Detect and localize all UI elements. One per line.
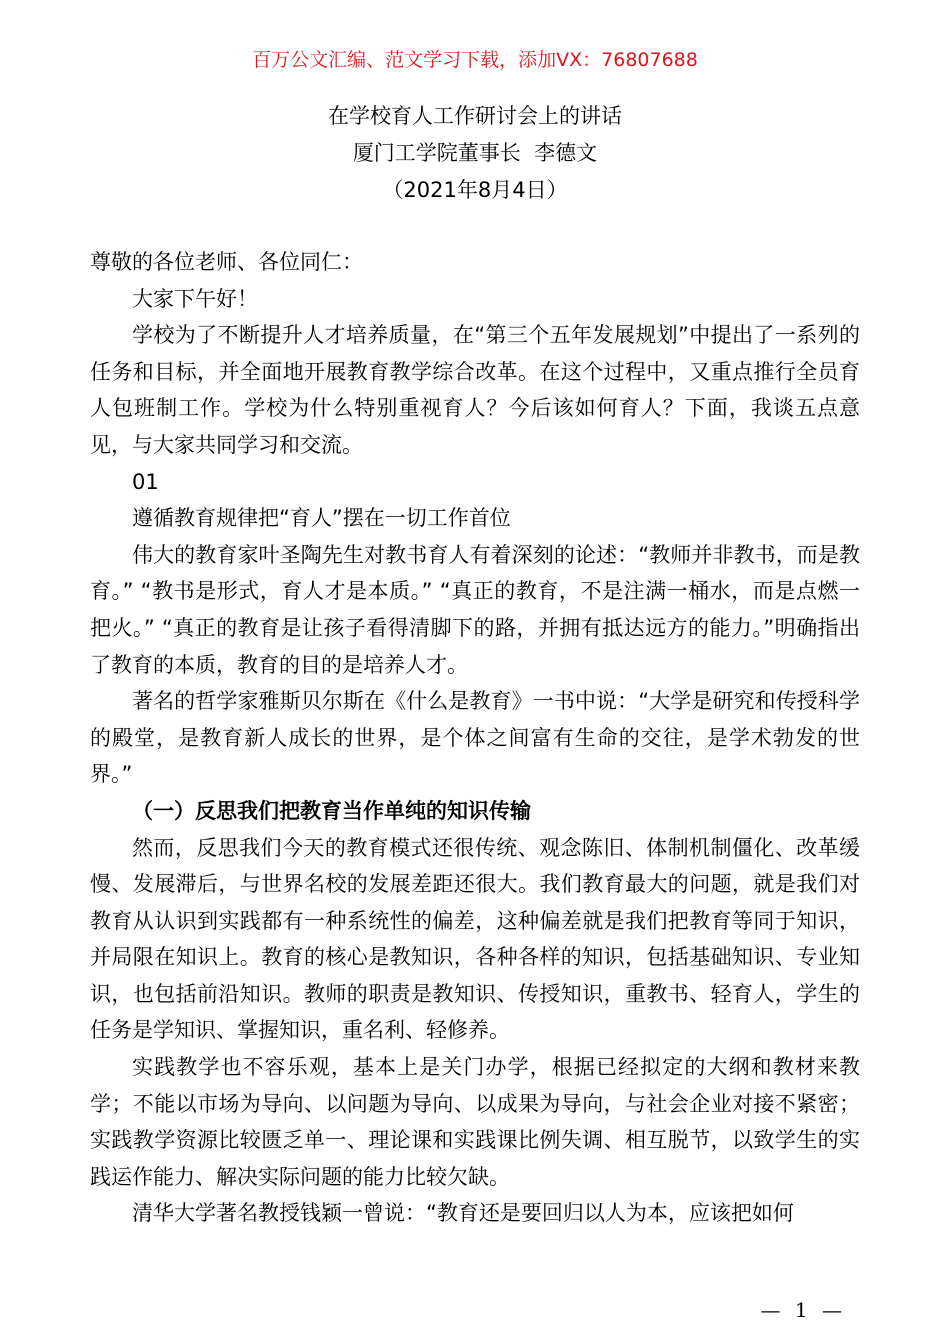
section-title: 遵循教育规律把“育人”摆在一切工作首位 xyxy=(132,506,511,531)
page-number: — 1 — xyxy=(760,1298,846,1322)
speech-body xyxy=(90,244,860,1232)
speech-date: （2021年8月4日） xyxy=(382,178,568,202)
speech-title: 在学校育人工作研讨会上的讲话 xyxy=(328,104,622,128)
body-paragraph: 伟大的教育家叶圣陶先生对教书育人有着深刻的论述：“教师并非教书，而是教育。” “教书是形式，育人才是本质。” “真正的教育，不是注满一桶水，而是点燃一把火。” “真正的教育是让孩子看得清脚下的路，并拥有抵达远方的能力。”明确指出了教育的本质，教育的目的是培养人才。 xyxy=(90,542,860,677)
speaker-line: 厦门工学院董事长 李德文 xyxy=(352,141,598,165)
body-paragraph: 清华大学著名教授钱颖一曾说：“教育还是要回归以人为本，应该把如何 xyxy=(132,1201,794,1226)
body-paragraph: 学校为了不断提升人才培养质量，在“第三个五年发展规划”中提出了一系列的任务和目标，并全面地开展教育教学综合改革。在这个过程中，又重点推行全员育人包班制工作。学校为什么特别重视育人？今后该如何育人？下面，我谈五点意见，与大家共同学习和交流。 xyxy=(90,323,860,457)
section-number: 01 xyxy=(132,469,159,494)
title-block xyxy=(0,98,950,209)
body-paragraph: 著名的哲学家雅斯贝尔斯在《什么是教育》一书中说：“大学是研究和传授科学的殿堂，是教育新人成长的世界，是个体之间富有生命的交往，是学术勃发的世界。” xyxy=(90,689,860,787)
promo-banner: 百万公文汇编、范文学习下载，添加VX：76807688 xyxy=(252,49,698,71)
greeting: 大家下午好！ xyxy=(132,286,258,311)
body-paragraph: 实践教学也不容乐观，基本上是关门办学，根据已经拟定的大纲和教材来教学；不能以市场为导向、以问题为导向、以成果为导向，与社会企业对接不紧密；实践教学资源比较匮乏单一、理论课和实践课比例失调、相互脱节，以致学生的实践运作能力、解决实际问题的能力比较欠缺。 xyxy=(90,1055,860,1189)
subsection-heading: （一）反思我们把教育当作单纯的知识传输 xyxy=(132,798,531,823)
salutation: 尊敬的各位老师、各位同仁： xyxy=(90,250,363,274)
body-paragraph: 然而，反思我们今天的教育模式还很传统、观念陈旧、体制机制僵化、改革缓慢、发展滞后，与世界名校的发展差距还很大。我们教育最大的问题，就是我们对教育从认识到实践都有一种系统性的偏差，这种偏差就是我们把教育等同于知识，并局限在知识上。教育的核心是教知识，各种各样的知识，包括基础知识、专业知识，也包括前沿知识。教师的职责是教知识、传授知识，重教书、轻育人，学生的任务是学知识、掌握知识，重名利、轻修养。 xyxy=(90,835,860,1043)
